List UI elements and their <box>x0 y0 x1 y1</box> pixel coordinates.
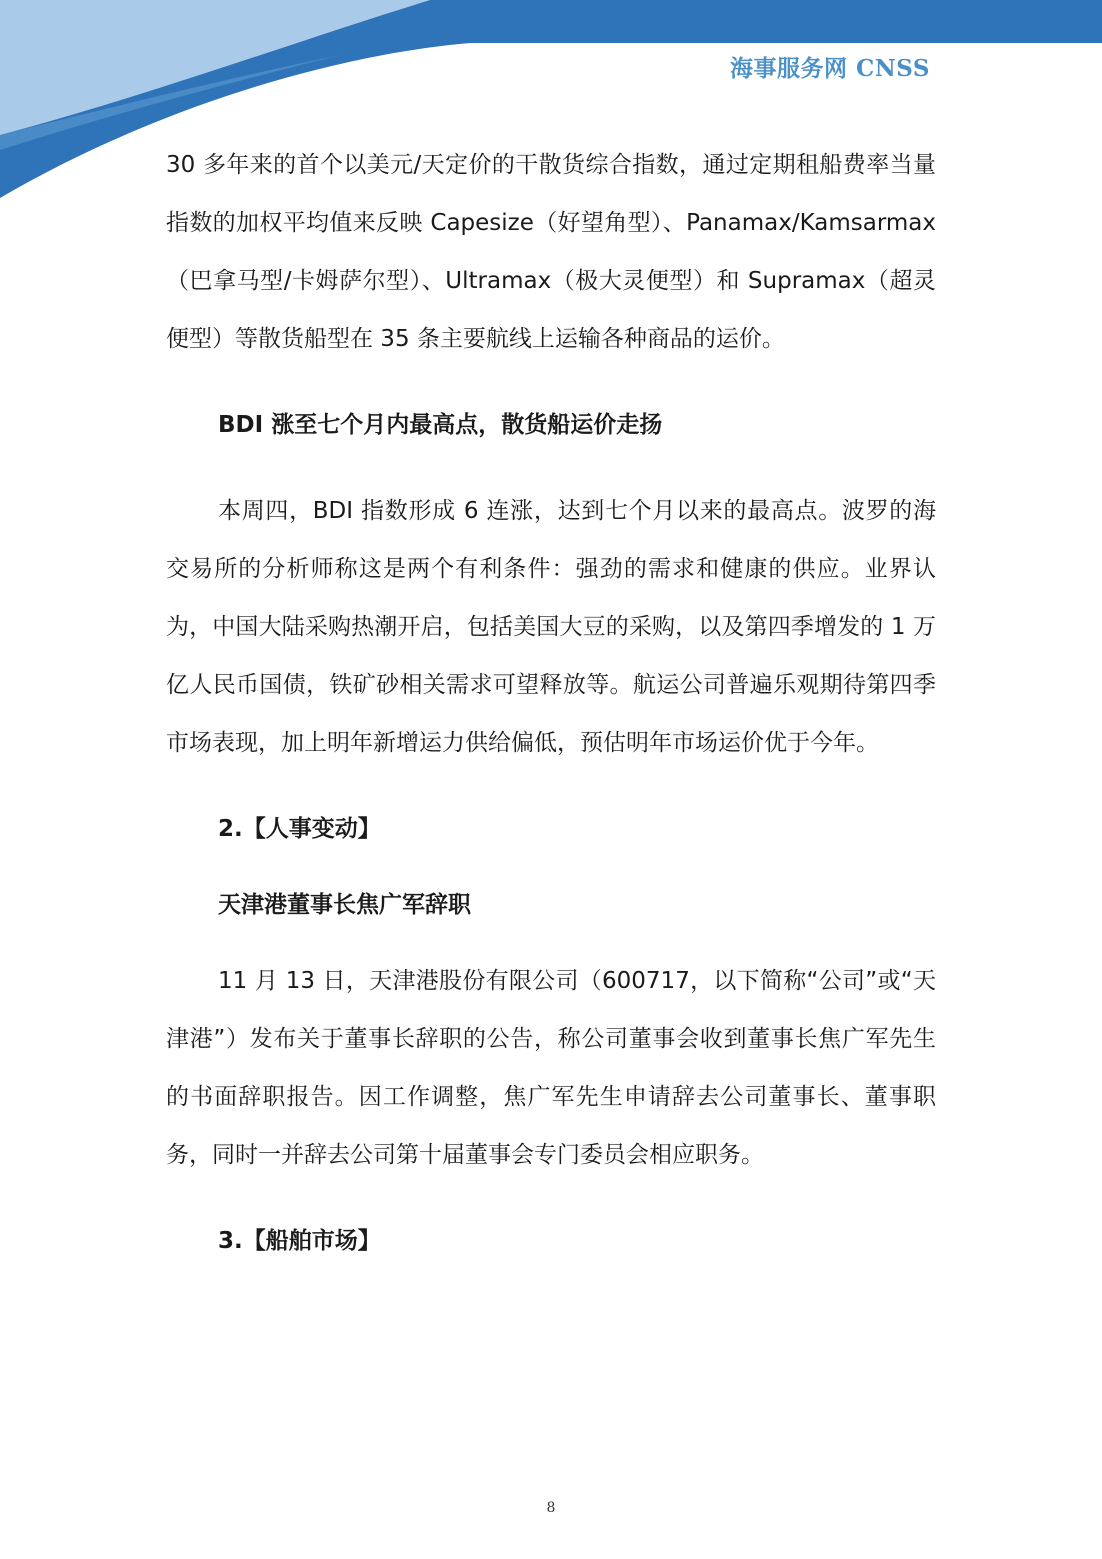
section3-heading: 3.【船舶市场】 <box>218 1228 381 1254</box>
personnel-heading: 天津港董事长焦广军辞职 <box>218 892 471 918</box>
header-light-wave <box>0 0 430 135</box>
brand-title: 海事服务网 CNSS <box>729 55 930 82</box>
bdi-paragraph: 本周四，BDI 指数形成 6 连涨，达到七个月以来的最高点。波罗的海交易所的分析师称这是两个有利条件：强劲的需求和健康的供应。业界认为，中国大陆采购热潮开启，包括美国大豆的采购，以及第四季增发的 1 万亿人民币国债，铁矿砂相关需求可望释放等。航运公司普遍乐观期待第四季市场表现，加上明年新增运力供给偏低，预估明年市场运价优于今年。 <box>166 498 936 756</box>
section2-heading: 2.【人事变动】 <box>218 816 381 842</box>
personnel-paragraph: 11 月 13 日，天津港股份有限公司（600717，以下简称“公司”或“天津港”）发布关于董事长辞职的公告，称公司董事会收到董事长焦广军先生的书面辞职报告。因工作调整，焦广军先生申请辞去公司董事长、董事职务，同时一并辞去公司第十届董事会专门委员会相应职务。 <box>166 968 936 1168</box>
bdi-heading: BDI 涨至七个月内最高点，散货船运价走扬 <box>218 412 663 438</box>
intro-paragraph: 30 多年来的首个以美元/天定价的干散货综合指数，通过定期租船费率当量指数的加权平均值来反映 Capesize（好望角型）、Panamax/Kamsarmax（巴拿马型/卡姆萨尔型）、Ultramax（极大灵便型）和 Supramax（超灵便型）等散货船型在 35 条主要航线上运输各种商品的运价。 <box>166 152 936 352</box>
page-number: 8 <box>546 1500 556 1516</box>
document-body <box>166 136 936 1270</box>
